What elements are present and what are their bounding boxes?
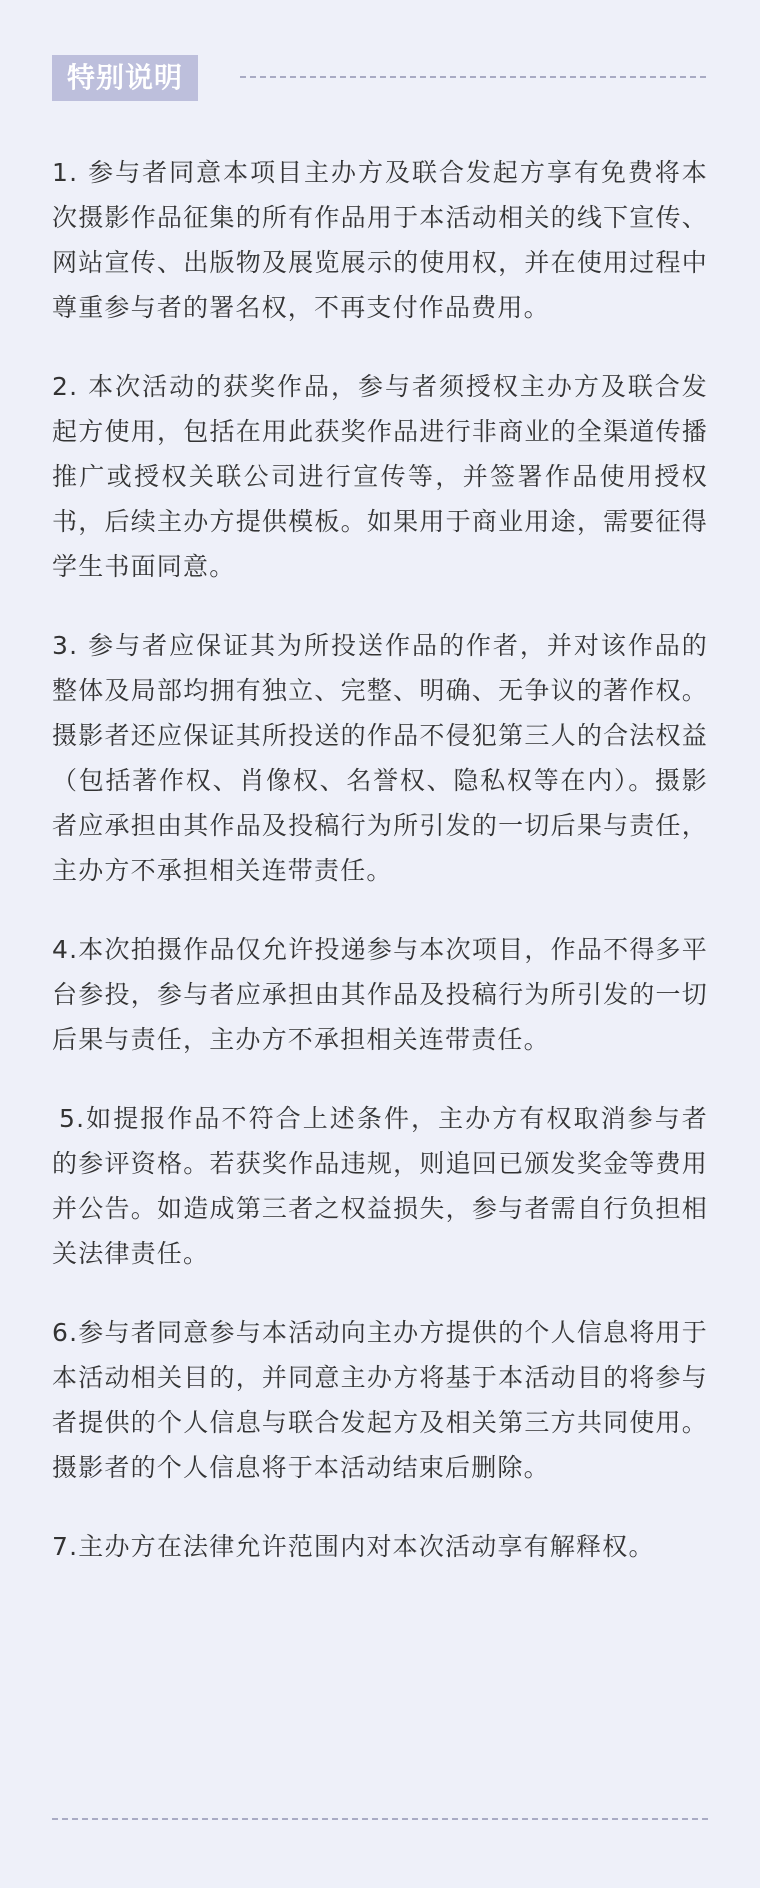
header-dashed-divider — [240, 76, 706, 78]
term-paragraph-3: 3. 参与者应保证其为所投送作品的作者，并对该作品的整体及局部均拥有独立、完整、明确、无争议的著作权。摄影者还应保证其所投送的作品不侵犯第三人的合法权益（包括著作权、肖像权、名誉权、隐私权等在内）。摄影者应承担由其作品及投稿行为所引发的一切后果与责任，主办方不承担相关连带责任。 — [52, 631, 708, 885]
term-paragraph-1: 1. 参与者同意本项目主办方及联合发起方享有免费将本次摄影作品征集的所有作品用于本活动相关的线下宣传、网站宣传、出版物及展览展示的使用权，并在使用过程中尊重参与者的署名权，不再支付作品费用。 — [52, 158, 708, 322]
terms-content — [52, 150, 708, 1603]
term-paragraph-7: 7.主办方在法律允许范围内对本次活动享有解释权。 — [52, 1532, 655, 1561]
term-paragraph-6: 6.参与者同意参与本活动向主办方提供的个人信息将用于本活动相关目的，并同意主办方将基于本活动目的将参与者提供的个人信息与联合发起方及相关第三方共同使用。摄影者的个人信息将于本活动结束后删除。 — [52, 1318, 708, 1482]
section-header — [52, 55, 708, 101]
term-paragraph-5: 5.如提报作品不符合上述条件，主办方有权取消参与者的参评资格。若获奖作品违规，则追回已颁发奖金等费用并公告。如造成第三者之权益损失，参与者需自行负担相关法律责任。 — [52, 1104, 708, 1268]
footer-dashed-divider — [52, 1818, 708, 1820]
section-title-tag: 特别说明 — [52, 55, 198, 101]
term-paragraph-2: 2. 本次活动的获奖作品，参与者须授权主办方及联合发起方使用，包括在用此获奖作品进行非商业的全渠道传播推广或授权关联公司进行宣传等，并签署作品使用授权书，后续主办方提供模板。如果用于商业用途，需要征得学生书面同意。 — [52, 372, 708, 581]
term-paragraph-4: 4.本次拍摄作品仅允许投递参与本次项目，作品不得多平台参投，参与者应承担由其作品及投稿行为所引发的一切后果与责任，主办方不承担相关连带责任。 — [52, 935, 708, 1054]
